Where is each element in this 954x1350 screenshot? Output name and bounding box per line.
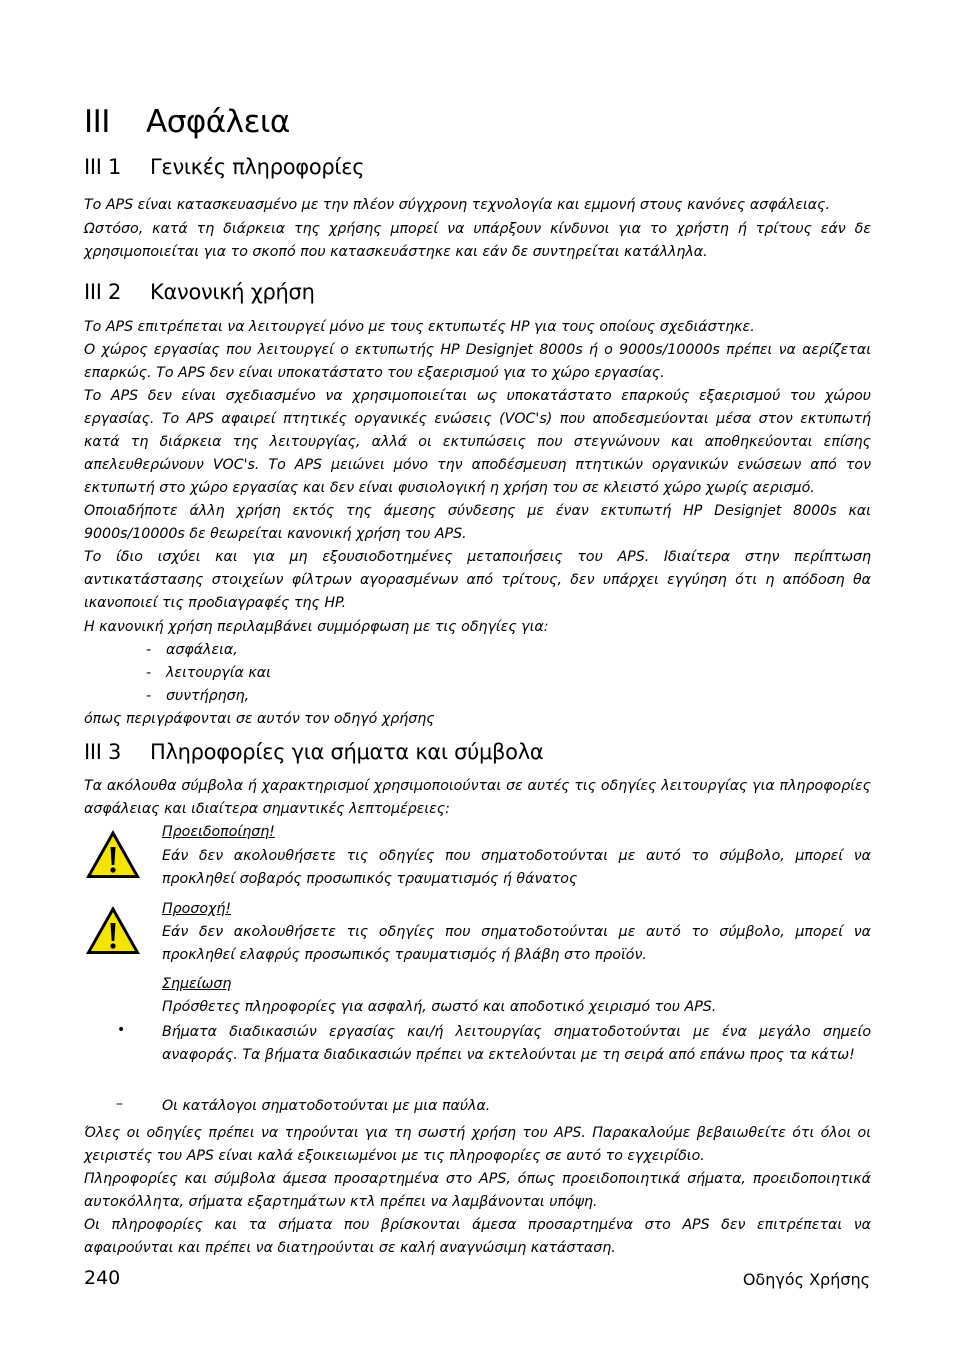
guide-title: Οδηγός Χρήσης	[742, 1270, 870, 1289]
s2-paragraph-3: Το APS δεν είναι σχεδιασμένο να χρησιμοποιείται ως υποκατάστατο επαρκούς εξαερισμού του χώρου εργασίας. Το APS αφαιρεί πτητικές οργανικές ενώσεις (VOC's) που αποδεσμεύονται μέσα στον εκτυπωτή κατά τη διάρκεια της λειτουργίας, αλλά οι εκτυπώσεις που στεγνώνουν και αποθηκεύονται επίσης απελευθερώνουν VOC's. Το APS μειώνει μόνο την αποδέσμευση πτητικών οργανικών ενώσεων από τον εκτυπωτή στο χώρο εργασίας και δεν είναι φυσιολογική η χρήση του σε κλειστό χώρο χωρίς αερισμό.	[84, 388, 871, 496]
dash-icon: –	[116, 1096, 123, 1112]
list-item: - ασφάλεια,	[146, 642, 238, 658]
warning-triangle-icon	[84, 828, 142, 880]
caution-text: Εάν δεν ακολουθήσετε τις οδηγίες που σηματοδοτούνται με αυτό το σύμβολο, μπορεί να προκληθεί ελαφρύς προσωπικός τραυματισμός ή βλάβη στο προϊόν.	[162, 924, 871, 963]
list-item: - λειτουργία και	[146, 665, 271, 681]
s1-paragraph-2: Ωστόσο, κατά τη διάρκεια της χρήσης μπορεί να υπάρξουν κίνδυνοι για το χρήστη ή τρίτους εάν δε χρησιμοποιείται για το σκοπό που κατασκευάστηκε και εάν δε συντηρείται κατάλληλα.	[84, 221, 871, 260]
warning-title: Προειδοποίηση!	[162, 824, 275, 840]
s3-paragraph-3: Οι πληροφορίες και τα σήματα που βρίσκονται άμεσα προσαρτημένα στο APS δεν επιτρέπεται να αφαιρούνται και πρέπει να διατηρούνται σε καλή αναγνώσιμη κατάσταση.	[84, 1217, 871, 1256]
warning-text: Εάν δεν ακολουθήσετε τις οδηγίες που σηματοδοτούνται με αυτό το σύμβολο, μπορεί να προκληθεί σοβαρός προσωπικός τραυματισμός ή θάνατος	[162, 848, 871, 887]
section-heading-2: III 2 Κανονική χρήση	[84, 280, 315, 304]
s2-paragraph-4: Οποιαδήποτε άλλη χρήση εκτός της άμεσης σύνδεσης με έναν εκτυπωτή HP Designjet 8000s και 9000s/10000s δε θεωρείται κανονική χρήση του APS.	[84, 503, 871, 542]
caution-title: Προσοχή!	[162, 901, 232, 917]
s2-paragraph-2: Ο χώρος εργασίας που λειτουργεί ο εκτυπωτής HP Designjet 8000s ή ο 9000s/10000s πρέπει να αερίζεται επαρκώς. Το APS δεν είναι υποκατάστατο του εξαερισμού για το χώρο εργασίας.	[84, 342, 871, 381]
s2-paragraph-7: όπως περιγράφονται σε αυτόν τον οδηγό χρήσης	[84, 711, 435, 727]
s3-intro: Τα ακόλουθα σύμβολα ή χαρακτηρισμοί χρησιμοποιούνται σε αυτές τις οδηγίες λειτουργίας για πληροφορίες ασφάλειας και ιδιαίτερα σημαντικές λεπτομέρειες:	[84, 778, 871, 817]
note-title: Σημείωση	[162, 976, 232, 992]
section-heading-3: III 3 Πληροφορίες για σήματα και σύμβολα	[84, 740, 544, 764]
s3-paragraph-2: Πληροφορίες και σύμβολα άμεσα προσαρτημένα στο APS, όπως προειδοποιητικά σήματα, προειδοποιητικά αυτοκόλλητα, σήματα εξαρτημάτων κτλ πρέπει να λαμβάνονται υπόψη.	[84, 1171, 871, 1210]
bullet-icon: •	[117, 1022, 126, 1038]
note-text: Πρόσθετες πληροφορίες για ασφαλή, σωστό και αποδοτικό χειρισμό του APS.	[162, 999, 717, 1015]
s2-paragraph-5: Το ίδιο ισχύει και για μη εξουσιοδοτημένες μεταποιήσεις του APS. Ιδιαίτερα στην περίπτωση αντικατάστασης στοιχείων φίλτρων αγορασμένων από τρίτους, δεν υπάρχει εγγύηση ότι η απόδοση θα ικανοποιεί τις προδιαγραφές της HP.	[84, 549, 871, 611]
chapter-title: Ασφάλεια	[146, 104, 290, 140]
s2-paragraph-1: Το APS επιτρέπεται να λειτουργεί μόνο με τους εκτυπωτές HP για τους οποίους σχεδιάστηκε.	[84, 319, 755, 335]
s3-paragraph-1: Όλες οι οδηγίες πρέπει να τηρούνται για τη σωστή χρήση του APS. Παρακαλούμε βεβαιωθείτε ότι όλοι οι χειριστές του APS είναι καλά εξοικειωμένοι με τις πληροφορίες σε αυτό το εγχειρίδιο.	[84, 1125, 871, 1164]
s2-paragraph-6: Η κανονική χρήση περιλαμβάνει συμμόρφωση με τις οδηγίες για:	[84, 619, 549, 635]
list-item: - συντήρηση,	[146, 688, 250, 704]
bullet-text: Βήματα διαδικασιών εργασίας και/ή λειτουργίας σηματοδοτούνται με ένα μεγάλο σημείο αναφοράς. Τα βήματα διαδικασιών πρέπει να εκτελούνται με τη σειρά από επάνω προς τα κάτω!	[162, 1024, 871, 1063]
section-heading-1: III 1 Γενικές πληροφορίες	[84, 155, 365, 179]
caution-triangle-icon	[84, 904, 142, 956]
s1-paragraph-1: Το APS είναι κατασκευασμένο με την πλέον σύγχρονη τεχνολογία και εμμονή στους κανόνες ασφάλειας.	[84, 197, 831, 213]
dash-text: Οι κατάλογοι σηματοδοτούνται με μια παύλα.	[162, 1098, 491, 1114]
chapter-number: III	[84, 104, 110, 140]
chapter-heading	[84, 104, 290, 140]
page-number: 240	[84, 1267, 121, 1289]
